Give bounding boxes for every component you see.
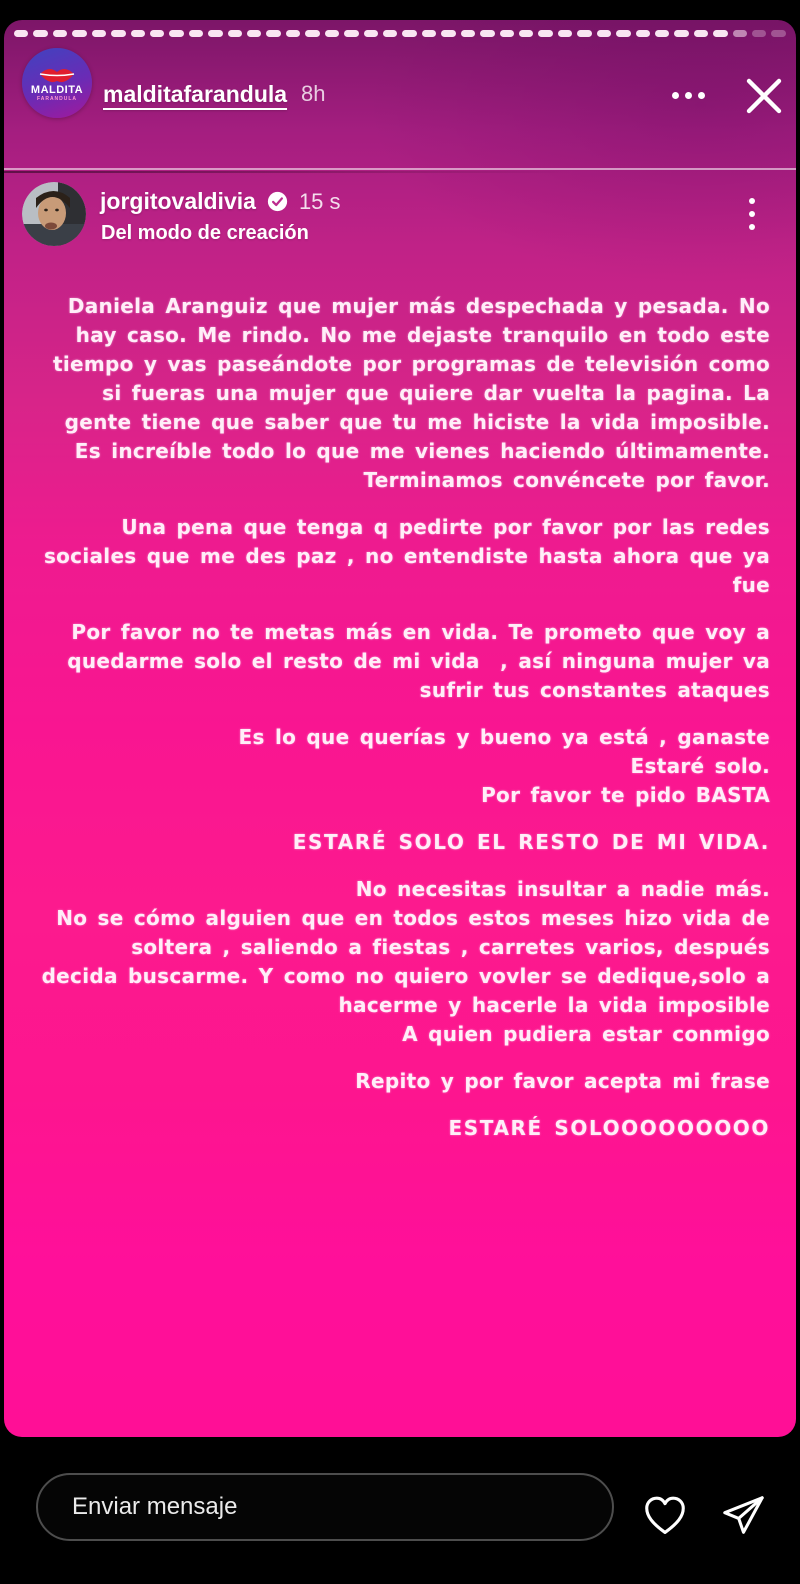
progress-segment (636, 30, 650, 37)
close-icon[interactable] (738, 70, 790, 122)
progress-segment (92, 30, 106, 37)
progress-segment (208, 30, 222, 37)
story-text-line: hacerme y hacerle la vida imposible (338, 993, 770, 1017)
progress-segment (286, 30, 300, 37)
progress-segment (616, 30, 630, 37)
progress-segment (325, 30, 339, 37)
progress-segment (266, 30, 280, 37)
story-text-line: Una pena que tenga q pedirte por favor por las redes (121, 515, 770, 539)
progress-segment (713, 30, 727, 37)
verified-badge-icon (267, 191, 288, 212)
story-text-line: Daniela Aranguiz que mujer más despechada y pesada. No (67, 294, 770, 318)
progress-segment (189, 30, 203, 37)
progress-segment (72, 30, 86, 37)
message-input[interactable] (70, 1492, 574, 1522)
progress-segment (558, 30, 572, 37)
story-text-line: sociales que me des paz , no entendiste hasta ahora que ya (43, 544, 770, 568)
progress-segment (538, 30, 552, 37)
progress-segment (14, 30, 28, 37)
progress-segment (461, 30, 475, 37)
story-paragraph (28, 828, 770, 857)
story-text-line: Por favor te pido BASTA (481, 783, 770, 807)
story-progress-bar (14, 30, 786, 37)
story-text-line: Es lo que querías y bueno ya está , ganaste (238, 725, 770, 749)
progress-segment (500, 30, 514, 37)
progress-segment (577, 30, 591, 37)
inner-story-duration: 15 s (298, 188, 341, 214)
logo-subtext: FARANDULA (36, 95, 78, 102)
share-button[interactable] (720, 1493, 766, 1539)
story-paragraph (28, 1067, 770, 1096)
story-text-line: hay caso. Me rindo. No me dejaste tranquilo en todo este (75, 323, 770, 347)
progress-segment (131, 30, 145, 37)
story-paragraph (28, 875, 770, 1049)
story-text-line: Terminamos convéncete por favor. (363, 468, 770, 492)
progress-segment (519, 30, 533, 37)
progress-segment (752, 30, 766, 37)
progress-segment (247, 30, 261, 37)
progress-segment (111, 30, 125, 37)
story-paragraph (28, 513, 770, 600)
story-text-line: sufrir tus constantes ataques (419, 678, 770, 702)
logo-text: MALDITA (30, 83, 84, 96)
story-paragraph (28, 618, 770, 705)
progress-segment (364, 30, 378, 37)
progress-segment (733, 30, 747, 37)
story-paragraph (28, 723, 770, 810)
progress-segment (150, 30, 164, 37)
story-text-line: Es increíble todo lo que me vienes haciendo últimamente. (74, 439, 770, 463)
progress-segment (480, 30, 494, 37)
story-text-line: Por favor no te metas más en vida. Te prometo que voy a (71, 620, 770, 644)
inner-story-subtitle: Del modo de creación (101, 222, 309, 244)
progress-segment (674, 30, 688, 37)
story-text-line: No se cómo alguien que en todos estos meses hizo vida de (56, 906, 770, 930)
heart-icon (643, 1495, 687, 1537)
story-text-line: gente tiene que saber que tu me hiciste la vida imposible. (64, 410, 770, 434)
story-text-line: No necesitas insultar a nadie más. (355, 877, 770, 901)
story-text-line: tiempo y vas paseándote por programas de televisión como (52, 352, 770, 376)
progress-segment (228, 30, 242, 37)
progress-segment (422, 30, 436, 37)
story-header (103, 72, 326, 116)
story-text-line: A quien pudiera estar conmigo (402, 1022, 770, 1046)
story-text-line: quedarme solo el resto de mi vida , así ninguna mujer va (67, 649, 770, 673)
story-paragraph (28, 292, 770, 495)
story-text-line: Repito y por favor acepta mi frase (355, 1069, 770, 1093)
progress-segment (694, 30, 708, 37)
progress-segment (402, 30, 416, 37)
progress-segment (53, 30, 67, 37)
progress-segment (441, 30, 455, 37)
story-paragraph (28, 1114, 770, 1143)
like-button[interactable] (642, 1493, 688, 1539)
progress-segment (655, 30, 669, 37)
story-timestamp: 8h (301, 81, 326, 106)
account-avatar[interactable] (22, 48, 92, 118)
progress-segment (383, 30, 397, 37)
progress-segment (169, 30, 183, 37)
story-text-line: si fueras una mujer que quiere dar vuelta la pagina. La (102, 381, 770, 405)
story-card[interactable] (4, 20, 796, 1437)
story-text-line: Estaré solo. (630, 754, 770, 778)
more-options-icon[interactable] (665, 86, 711, 104)
story-text (28, 292, 770, 1161)
story-text-line: soltera , saliendo a fiestas , carretes varios, después (131, 935, 770, 959)
inner-story-avatar (22, 182, 86, 246)
inner-story-divider-shadow (4, 171, 574, 173)
story-text-line: ESTARÉ SOLOOOOOOOOO (448, 1116, 770, 1140)
story-text-line: fue (732, 573, 770, 597)
progress-segment (305, 30, 319, 37)
kebab-menu-icon (746, 190, 758, 238)
progress-segment (771, 30, 785, 37)
reply-bar (0, 1437, 800, 1584)
inner-story-divider (4, 168, 796, 170)
account-username[interactable]: malditafarandula (103, 80, 288, 107)
story-text-line: decida buscarme. Y como no quiero vovler se dedique,solo a (41, 964, 770, 988)
paper-plane-icon (720, 1493, 766, 1539)
progress-segment (597, 30, 611, 37)
person-photo (22, 182, 86, 246)
inner-story-username: jorgitovaldivia (100, 188, 256, 214)
story-text-line: ESTARÉ SOLO EL RESTO DE MI VIDA. (292, 830, 770, 854)
progress-segment (33, 30, 47, 37)
progress-segment (344, 30, 358, 37)
message-input-pill[interactable] (36, 1473, 614, 1541)
